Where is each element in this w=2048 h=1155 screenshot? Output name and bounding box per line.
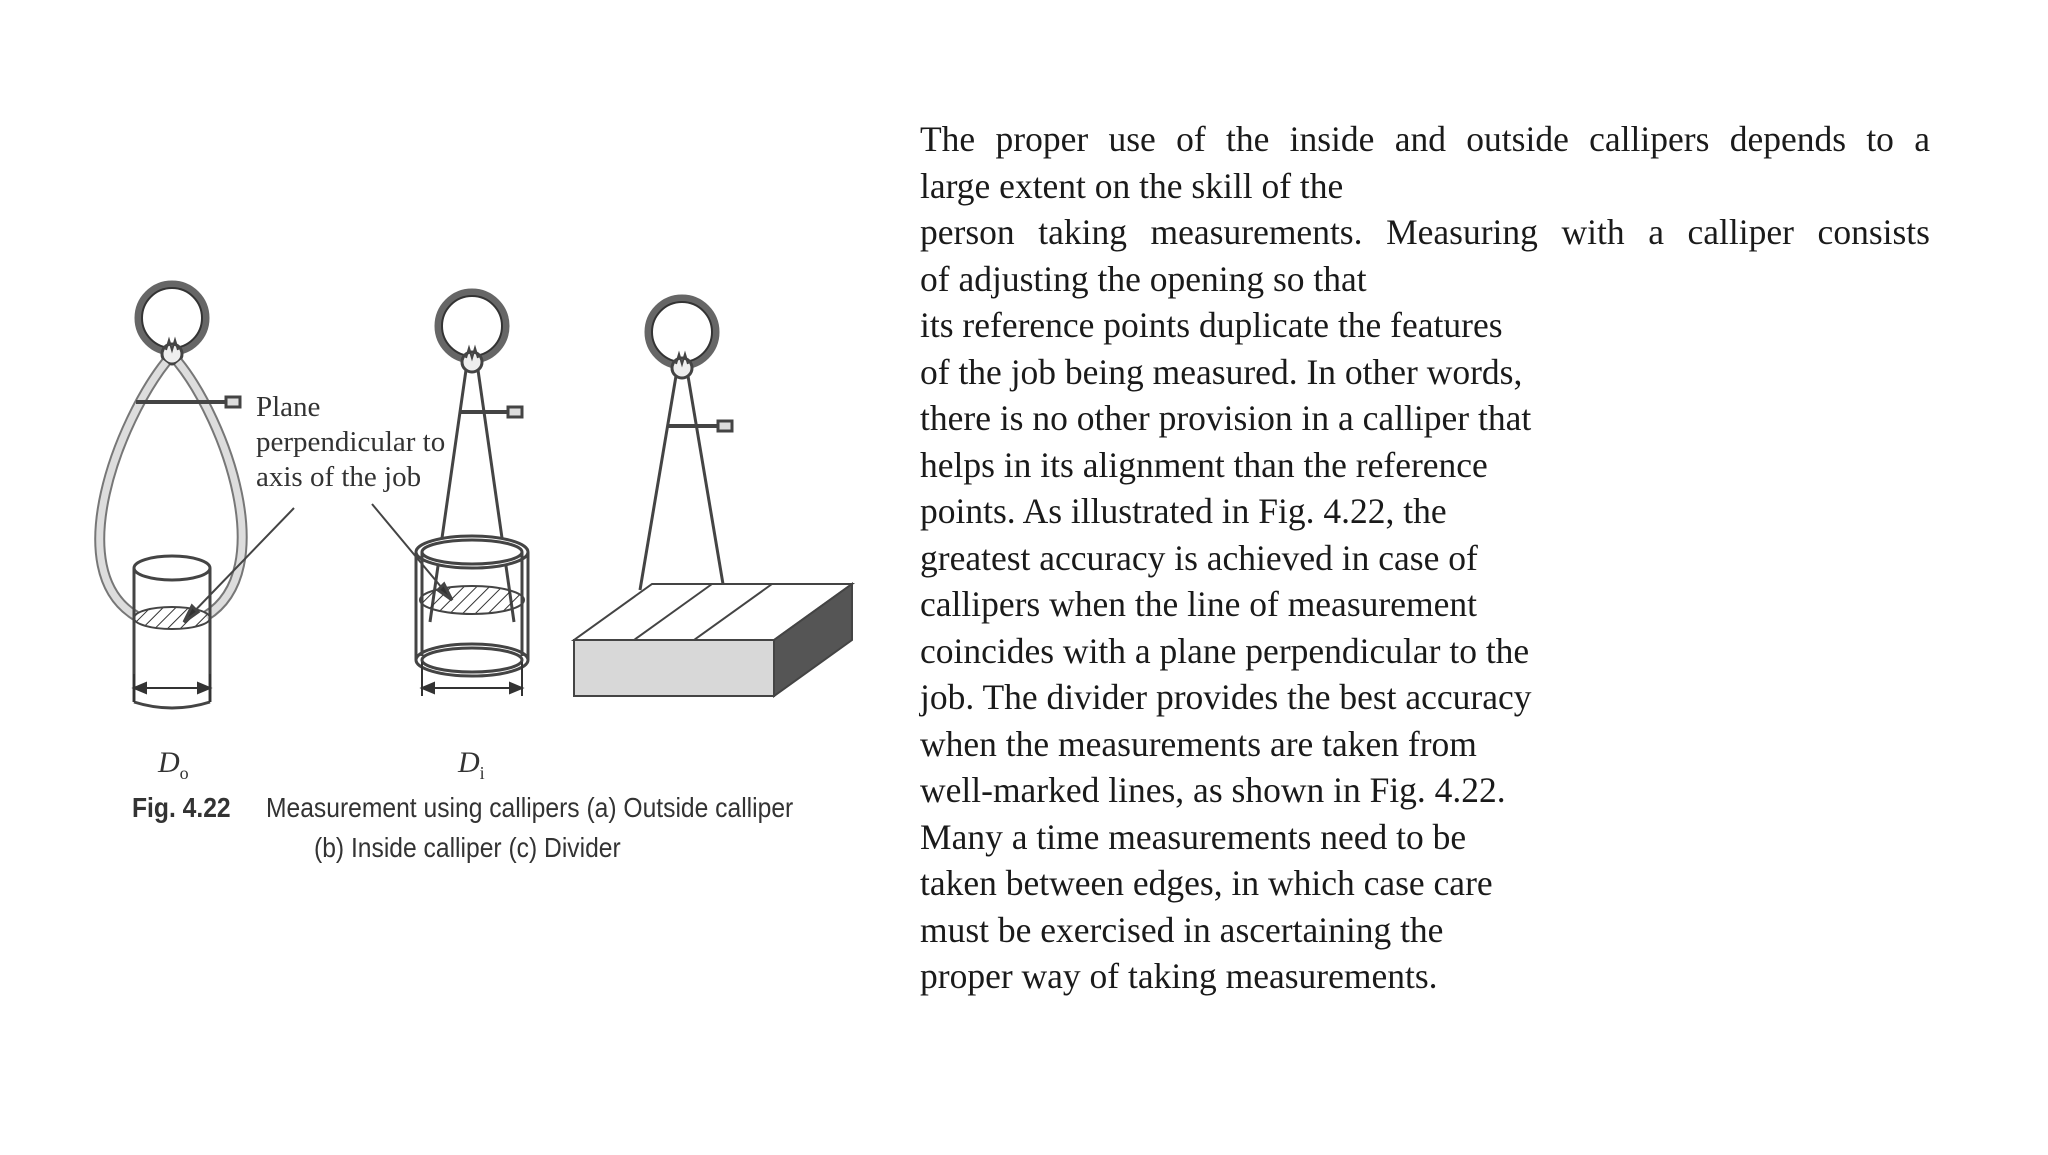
body-paragraph [920,116,1930,1000]
text-line: large extent on the skill of the [920,165,1344,206]
text-line: greatest accuracy is achieved in case of [920,537,1478,578]
text-line: Many a time measurements need to be [920,816,1467,857]
plane-label-line: Plane [256,391,321,423]
inside-diameter-label: $D_i$ [458,746,485,783]
text-line: well-marked lines, as shown in Fig. 4.22. [920,770,1506,810]
outside-calliper [100,284,294,708]
text-line: must be exercised in ascertaining the [920,909,1444,950]
text-line: job. The divider provides the best accuracy [920,677,1532,717]
text-line: coincides with a plane perpendicular to the [920,630,1530,671]
text-line: its reference points duplicate the features [920,305,1503,345]
plane-label [256,390,445,495]
text-line: there is no other provision in a calliper that [920,398,1532,438]
plane-label-line: axis of the job [256,461,422,493]
divider [574,298,852,696]
calliper-illustration [80,270,860,710]
text-line: person taking measurements. Measuring with a calliper consists [920,212,1930,252]
text-line: callipers when the line of measurement [920,584,1477,624]
text-line: helps in its alignment than the reference [920,444,1488,485]
text-line: points. As illustrated in Fig. 4.22, the [920,491,1447,531]
figure-4-22 [80,270,860,870]
plane-label-line: perpendicular to [256,426,446,458]
text-line: The proper use of the inside and outside callipers depends to a [920,119,1930,159]
text-line: of adjusting the opening so that [920,258,1367,299]
text-line: when the measurements are taken from [920,723,1477,764]
text-line: of the job being measured. In other words, [920,351,1523,392]
figure-caption-line1: Measurement using callipers (a) Outside calliper [266,792,794,823]
dimension-outside [134,674,210,702]
figure-caption-line2: (b) Inside calliper (c) Divider [314,832,621,863]
figure-caption-number: Fig. 4.22 [132,792,231,823]
text-line: proper way of taking measurements. [920,956,1438,996]
outside-diameter-label: $D_o$ [158,746,189,783]
text-line: taken between edges, in which case care [920,863,1493,903]
